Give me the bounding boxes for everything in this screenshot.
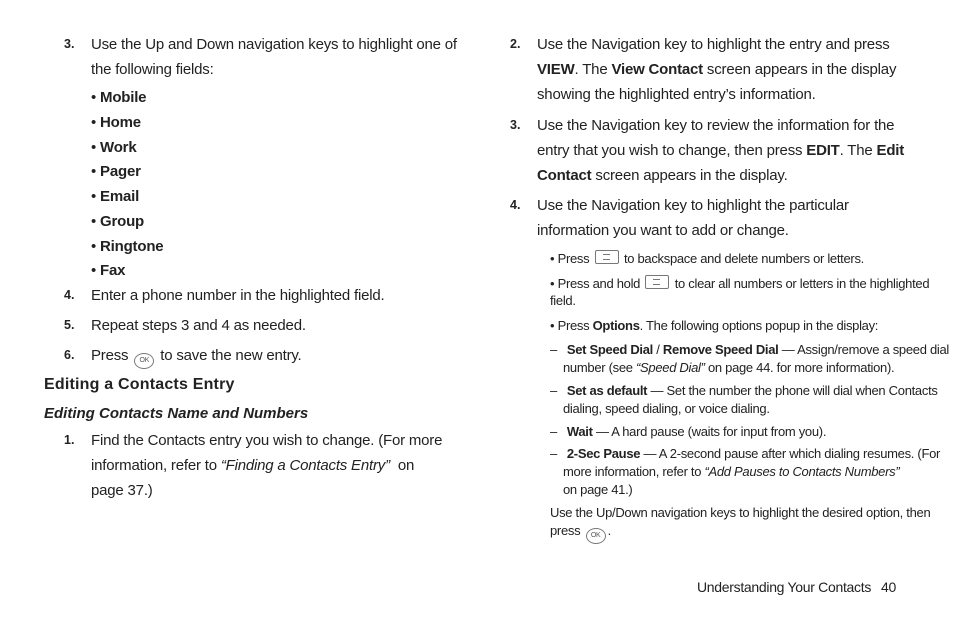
section-heading: Editing a Contacts Entry [44,376,235,393]
step-text: VIEW. The View Contact screen appears in the display [537,61,897,78]
step-number: 6. [64,348,75,362]
closing-text: Use the Up/Down navigation keys to highlight the desired option, then [550,505,931,520]
step-number: 4. [64,288,75,302]
list-item-continued: field. [550,293,576,308]
subsection-heading: Editing Contacts Name and Numbers [44,405,309,422]
list-item: • Fax [91,262,126,279]
option-item-continued: number (see “Speed Dial” on page 44. for more information). [563,360,895,375]
list-item: • Press and hold to clear all numbers or letters in the highlighted [550,276,930,291]
clear-key-icon [645,275,669,289]
step-text: Use the Navigation key to highlight the entry and press [537,36,890,53]
step-text: page 37.) [91,482,153,499]
step-text: information you want to add or change. [537,222,789,239]
step-text: Press OK to save the new entry. [91,343,302,369]
option-item-continued: more information, refer to “Add Pauses to Contacts Numbers” [563,464,900,479]
step-text: the following fields: [91,61,214,78]
closing-text: press OK . [550,523,611,544]
list-item: • Pager [91,163,141,180]
step-number: 2. [510,37,521,51]
list-item: • Work [91,139,137,156]
ok-key-icon: OK [586,528,606,544]
step-text: Use the Navigation key to review the information for the [537,117,895,134]
option-item: – Set as default — Set the number the phone will dial when Contacts [550,383,938,398]
step-text: Enter a phone number in the highlighted field. [91,287,385,304]
step-text: showing the highlighted entry’s information. [537,86,816,103]
list-item: • Ringtone [91,238,164,255]
list-item: • Mobile [91,89,147,106]
option-item-continued: dialing, speed dialing, or voice dialing. [563,401,770,416]
step-text: Use the Up and Down navigation keys to highlight one of [91,36,457,53]
list-item: • Email [91,188,140,205]
cross-reference-link: “Speed Dial” [636,360,705,375]
step-text: Contact screen appears in the display. [537,167,788,184]
step-text: Repeat steps 3 and 4 as needed. [91,317,306,334]
footer-section-title: Understanding Your Contacts [697,579,872,595]
ok-key-icon: OK [134,353,154,369]
list-item: • Home [91,114,141,131]
list-item: • Group [91,213,145,230]
option-item-continued: on page 41.) [563,482,633,497]
step-number: 3. [510,118,521,132]
page-number: 40 [881,579,896,595]
step-number: 3. [64,37,75,51]
option-item: – 2-Sec Pause — A 2-second pause after which dialing resumes. (For [550,446,941,461]
step-text: Use the Navigation key to highlight the particular [537,197,849,214]
step-number: 4. [510,198,521,212]
step-text: Find the Contacts entry you wish to change. (For more [91,432,443,449]
list-item: • Press to backspace and delete numbers or letters. [550,251,864,266]
step-number: 1. [64,433,75,447]
cross-reference-link: “Add Pauses to Contacts Numbers” [704,464,900,479]
step-number: 5. [64,318,75,332]
option-item: – Wait — A hard pause (waits for input from you). [550,424,827,439]
step-text: information, refer to “Finding a Contacts Entry” on [91,457,415,474]
option-item: – Set Speed Dial / Remove Speed Dial — Assign/remove a speed dial [550,342,949,357]
clear-key-icon [595,250,619,264]
step-text: entry that you wish to change, then press EDIT. The Edit [537,142,905,159]
cross-reference-link: “Finding a Contacts Entry” [220,457,390,474]
list-item: • Press Options. The following options popup in the display: [550,318,879,333]
